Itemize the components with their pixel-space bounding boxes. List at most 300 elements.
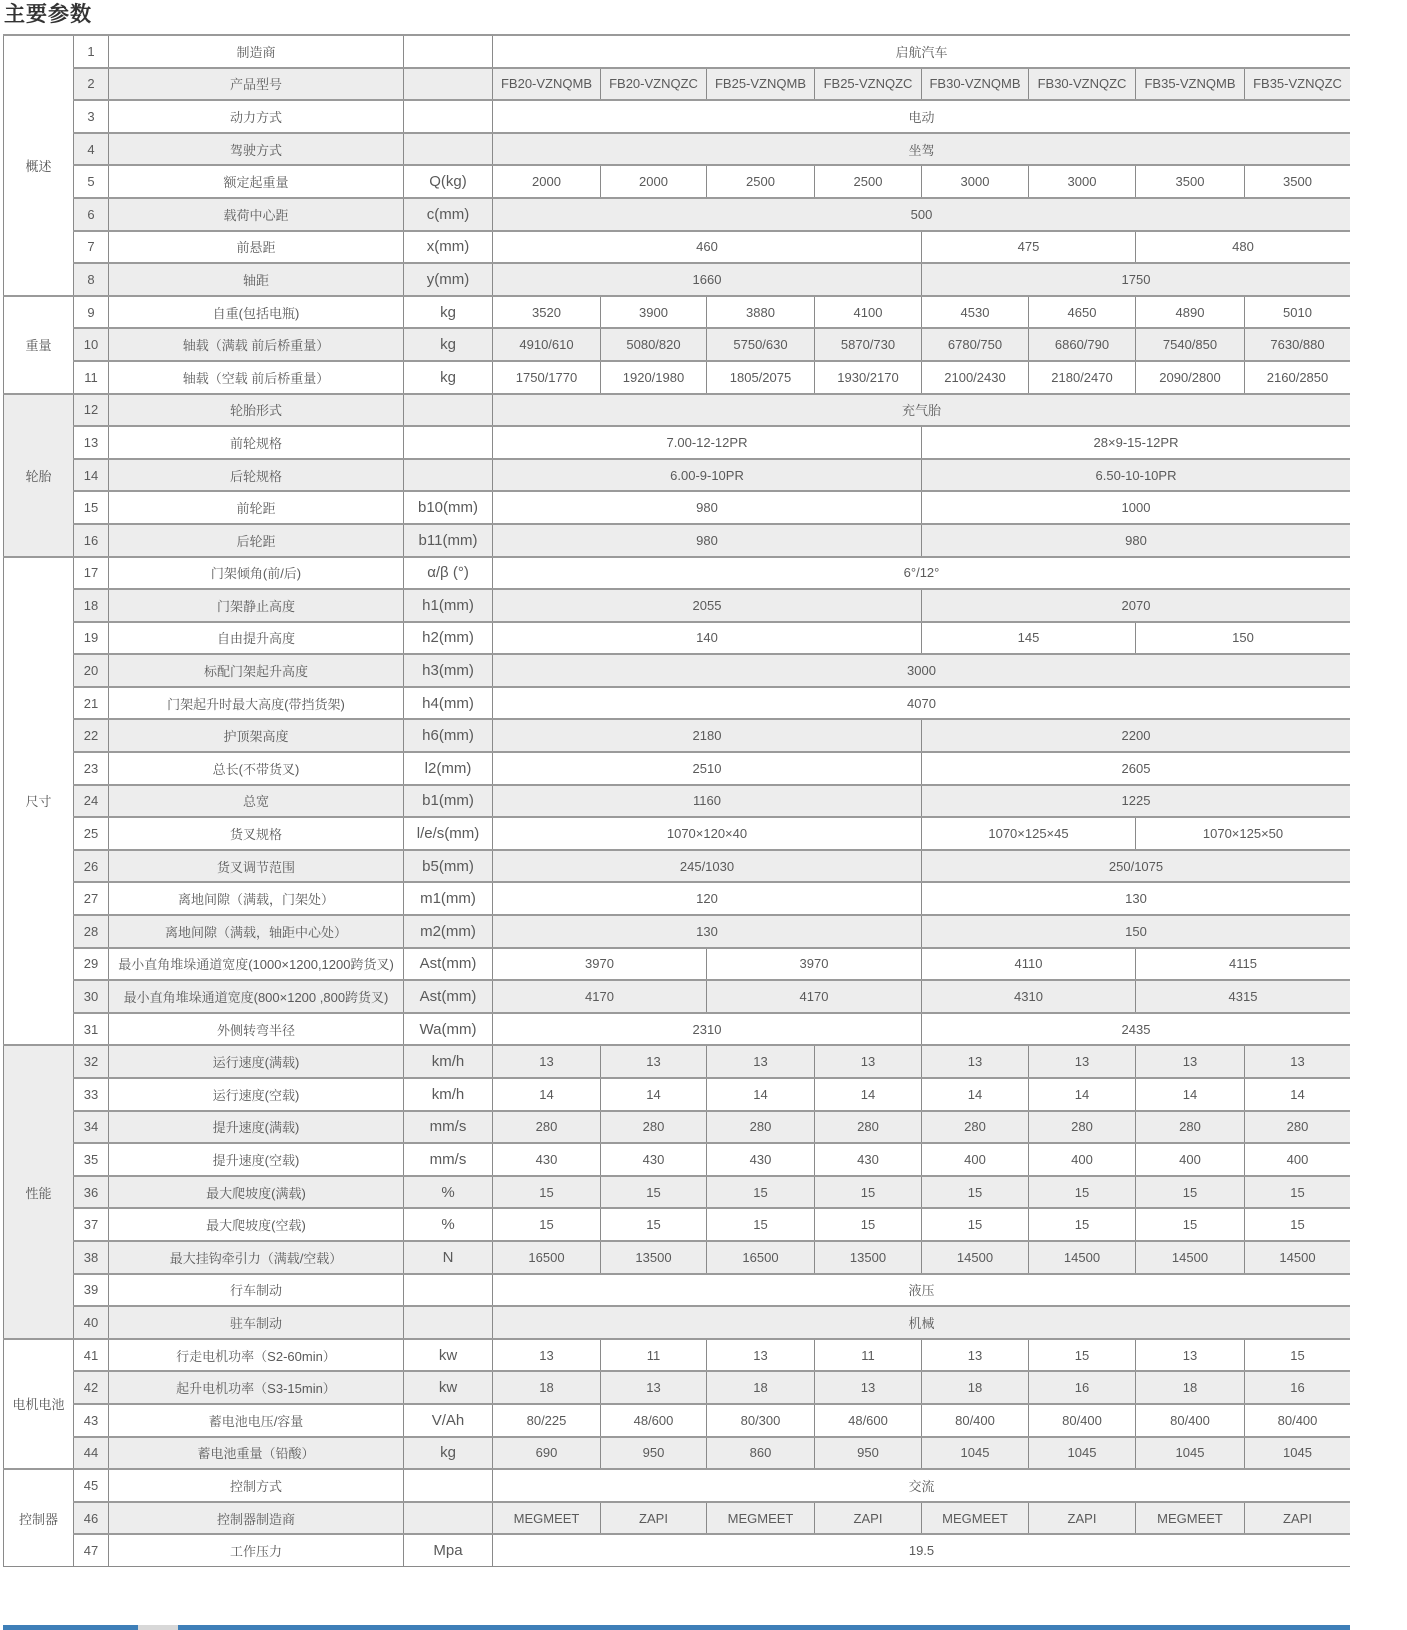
value-cell: 280 [1029, 1111, 1136, 1144]
parameter-name: 工作压力 [109, 1534, 404, 1566]
table-row [4, 1306, 1351, 1339]
parameter-unit: l2(mm) [404, 752, 493, 785]
value-cell: 18 [922, 1371, 1029, 1404]
value-cell: 15 [1029, 1176, 1136, 1209]
value-cell: 14500 [1136, 1241, 1245, 1274]
parameter-name: 控制方式 [109, 1469, 404, 1502]
row-number: 18 [74, 589, 109, 622]
row-number: 27 [74, 882, 109, 915]
parameter-unit: α/β (°) [404, 557, 493, 590]
value-cell: 3000 [922, 165, 1029, 198]
parameter-unit [404, 133, 493, 166]
parameter-unit: km/h [404, 1045, 493, 1078]
row-number: 6 [74, 198, 109, 231]
table-row [4, 198, 1351, 231]
value-cell: 3500 [1245, 165, 1351, 198]
value-cell: 4070 [493, 687, 1351, 720]
parameter-unit: mm/s [404, 1143, 493, 1176]
parameter-unit [404, 1274, 493, 1307]
parameter-unit: l/e/s(mm) [404, 817, 493, 850]
value-cell: 1070×125×45 [922, 817, 1136, 850]
value-cell: 3900 [601, 296, 707, 329]
parameter-unit: km/h [404, 1078, 493, 1111]
row-number: 34 [74, 1111, 109, 1144]
table-row [4, 1078, 1351, 1111]
parameter-name: 前轮距 [109, 491, 404, 524]
value-cell: 15 [1029, 1208, 1136, 1241]
value-cell: 400 [1245, 1143, 1351, 1176]
value-cell: 430 [707, 1143, 815, 1176]
parameter-unit: kw [404, 1371, 493, 1404]
value-cell: 6860/790 [1029, 328, 1136, 361]
value-cell: 1045 [1136, 1437, 1245, 1470]
parameter-unit: c(mm) [404, 198, 493, 231]
value-cell: 15 [601, 1176, 707, 1209]
parameter-name: 门架起升时最大高度(带挡货架) [109, 687, 404, 720]
table-row [4, 1469, 1351, 1502]
value-cell: 4110 [922, 948, 1136, 981]
value-cell: 400 [1136, 1143, 1245, 1176]
value-cell: 4100 [815, 296, 922, 329]
value-cell: 280 [493, 1111, 601, 1144]
category-cell: 性能 [4, 1045, 74, 1338]
value-cell: 2605 [922, 752, 1351, 785]
row-number: 40 [74, 1306, 109, 1339]
parameter-unit: Wa(mm) [404, 1013, 493, 1046]
value-cell: 11 [815, 1339, 922, 1372]
value-cell: 4650 [1029, 296, 1136, 329]
value-cell: 13 [922, 1045, 1029, 1078]
parameter-unit: kg [404, 1437, 493, 1470]
value-cell: 430 [815, 1143, 922, 1176]
parameter-unit: b5(mm) [404, 850, 493, 883]
page-title: 主要参数 [4, 2, 92, 26]
value-cell: 4910/610 [493, 328, 601, 361]
parameter-name: 提升速度(空载) [109, 1143, 404, 1176]
value-cell: MEGMEET [922, 1502, 1029, 1535]
table-row [4, 35, 1351, 68]
value-cell: 3000 [493, 654, 1351, 687]
parameter-unit: m1(mm) [404, 882, 493, 915]
parameter-name: 载荷中心距 [109, 198, 404, 231]
parameter-name: 外侧转弯半径 [109, 1013, 404, 1046]
value-cell: 3500 [1136, 165, 1245, 198]
table-row [4, 817, 1351, 850]
spec-table-body [4, 35, 1351, 1566]
value-cell: FB20-VZNQZC [601, 68, 707, 101]
category-cell: 控制器 [4, 1469, 74, 1566]
value-cell: 120 [493, 882, 922, 915]
parameter-name: 提升速度(满载) [109, 1111, 404, 1144]
value-cell: 2000 [493, 165, 601, 198]
row-number: 31 [74, 1013, 109, 1046]
value-cell: 15 [493, 1208, 601, 1241]
parameter-unit: m2(mm) [404, 915, 493, 948]
parameter-unit: h6(mm) [404, 719, 493, 752]
value-cell: 5080/820 [601, 328, 707, 361]
value-cell: 15 [922, 1208, 1029, 1241]
value-cell: 400 [1029, 1143, 1136, 1176]
scrollbar-thumb[interactable] [138, 1625, 178, 1630]
parameter-name: 轮胎形式 [109, 394, 404, 427]
value-cell: 14 [922, 1078, 1029, 1111]
parameter-name: 轴载（空载 前后桥重量） [109, 361, 404, 394]
parameter-name: 离地间隙（满载，轴距中心处） [109, 915, 404, 948]
parameter-name: 门架倾角(前/后) [109, 557, 404, 590]
parameter-unit: mm/s [404, 1111, 493, 1144]
parameter-name: 制造商 [109, 35, 404, 68]
row-number: 43 [74, 1404, 109, 1437]
value-cell: 80/225 [493, 1404, 601, 1437]
value-cell: 280 [707, 1111, 815, 1144]
value-cell: 130 [922, 882, 1351, 915]
value-cell: 150 [1136, 622, 1351, 655]
parameter-name: 最小直角堆垛通道宽度(800×1200 ,800跨货叉) [109, 980, 404, 1013]
value-cell: 14 [1245, 1078, 1351, 1111]
value-cell: 18 [707, 1371, 815, 1404]
row-number: 9 [74, 296, 109, 329]
value-cell: 4890 [1136, 296, 1245, 329]
row-number: 13 [74, 426, 109, 459]
table-row [4, 1534, 1351, 1566]
value-cell: 15 [1245, 1339, 1351, 1372]
value-cell: 3970 [707, 948, 922, 981]
value-cell: 150 [922, 915, 1351, 948]
value-cell: 13500 [815, 1241, 922, 1274]
value-cell: 4115 [1136, 948, 1351, 981]
value-cell: 11 [601, 1339, 707, 1372]
value-cell: 机械 [493, 1306, 1351, 1339]
parameter-unit: kg [404, 328, 493, 361]
value-cell: ZAPI [1029, 1502, 1136, 1535]
parameter-name: 前轮规格 [109, 426, 404, 459]
value-cell: 2435 [922, 1013, 1351, 1046]
spec-table-container [3, 34, 1350, 1567]
value-cell: 15 [1245, 1208, 1351, 1241]
row-number: 37 [74, 1208, 109, 1241]
table-row [4, 1143, 1351, 1176]
value-cell: 1225 [922, 785, 1351, 818]
table-row [4, 557, 1351, 590]
value-cell: MEGMEET [707, 1502, 815, 1535]
value-cell: 6.50-10-10PR [922, 459, 1351, 492]
parameter-unit: % [404, 1176, 493, 1209]
value-cell: 充气胎 [493, 394, 1351, 427]
parameter-unit: h3(mm) [404, 654, 493, 687]
parameter-name: 额定起重量 [109, 165, 404, 198]
value-cell: 950 [815, 1437, 922, 1470]
parameter-name: 自重(包括电瓶) [109, 296, 404, 329]
table-row [4, 165, 1351, 198]
value-cell: 交流 [493, 1469, 1351, 1502]
value-cell: 80/300 [707, 1404, 815, 1437]
table-row [4, 459, 1351, 492]
parameter-unit: V/Ah [404, 1404, 493, 1437]
value-cell: 15 [1136, 1208, 1245, 1241]
value-cell: 13 [493, 1045, 601, 1078]
value-cell: FB25-VZNQZC [815, 68, 922, 101]
parameter-name: 货叉调节范围 [109, 850, 404, 883]
value-cell: 16 [1245, 1371, 1351, 1404]
value-cell: 2055 [493, 589, 922, 622]
value-cell: 1750/1770 [493, 361, 601, 394]
value-cell: 15 [1245, 1176, 1351, 1209]
value-cell: 4170 [707, 980, 922, 1013]
value-cell: 14500 [1029, 1241, 1136, 1274]
table-row [4, 328, 1351, 361]
value-cell: 475 [922, 231, 1136, 264]
parameter-unit: Ast(mm) [404, 948, 493, 981]
parameter-name: 轴距 [109, 263, 404, 296]
table-row [4, 1371, 1351, 1404]
value-cell: 13500 [601, 1241, 707, 1274]
value-cell: 15 [815, 1176, 922, 1209]
table-row [4, 785, 1351, 818]
value-cell: 电动 [493, 100, 1351, 133]
value-cell: 48/600 [601, 1404, 707, 1437]
value-cell: 2500 [815, 165, 922, 198]
row-number: 5 [74, 165, 109, 198]
value-cell: 2070 [922, 589, 1351, 622]
parameter-name: 后轮距 [109, 524, 404, 557]
value-cell: 1930/2170 [815, 361, 922, 394]
value-cell: 28×9-15-12PR [922, 426, 1351, 459]
value-cell: 2160/2850 [1245, 361, 1351, 394]
parameter-unit: Mpa [404, 1534, 493, 1566]
parameter-unit: x(mm) [404, 231, 493, 264]
row-number: 19 [74, 622, 109, 655]
row-number: 28 [74, 915, 109, 948]
value-cell: 18 [1136, 1371, 1245, 1404]
row-number: 45 [74, 1469, 109, 1502]
value-cell: 14 [1029, 1078, 1136, 1111]
value-cell: 980 [493, 491, 922, 524]
value-cell: 130 [493, 915, 922, 948]
value-cell: 1160 [493, 785, 922, 818]
row-number: 3 [74, 100, 109, 133]
category-cell: 尺寸 [4, 557, 74, 1046]
value-cell: FB30-VZNQMB [922, 68, 1029, 101]
row-number: 7 [74, 231, 109, 264]
parameter-name: 自由提升高度 [109, 622, 404, 655]
row-number: 23 [74, 752, 109, 785]
value-cell: 140 [493, 622, 922, 655]
parameter-name: 蓄电池电压/容量 [109, 1404, 404, 1437]
horizontal-scrollbar[interactable] [3, 1625, 1350, 1630]
value-cell: 液压 [493, 1274, 1351, 1307]
spec-table [3, 34, 1350, 1567]
value-cell: 14 [707, 1078, 815, 1111]
row-number: 33 [74, 1078, 109, 1111]
parameter-unit: % [404, 1208, 493, 1241]
parameter-name: 动力方式 [109, 100, 404, 133]
value-cell: 16 [1029, 1371, 1136, 1404]
value-cell: 坐驾 [493, 133, 1351, 166]
value-cell: 15 [707, 1208, 815, 1241]
value-cell: 5010 [1245, 296, 1351, 329]
value-cell: 13 [601, 1045, 707, 1078]
parameter-unit: b1(mm) [404, 785, 493, 818]
value-cell: 14 [601, 1078, 707, 1111]
value-cell: 15 [601, 1208, 707, 1241]
table-row [4, 654, 1351, 687]
table-row [4, 491, 1351, 524]
value-cell: 48/600 [815, 1404, 922, 1437]
value-cell: 14 [815, 1078, 922, 1111]
parameter-unit [404, 426, 493, 459]
value-cell: 3880 [707, 296, 815, 329]
value-cell: 1750 [922, 263, 1351, 296]
row-number: 24 [74, 785, 109, 818]
row-number: 20 [74, 654, 109, 687]
value-cell: 13 [707, 1045, 815, 1078]
value-cell: 1000 [922, 491, 1351, 524]
value-cell: 13 [601, 1371, 707, 1404]
row-number: 1 [74, 35, 109, 68]
category-cell: 电机电池 [4, 1339, 74, 1469]
value-cell: 245/1030 [493, 850, 922, 883]
value-cell: 1070×120×40 [493, 817, 922, 850]
parameter-name: 护顶架高度 [109, 719, 404, 752]
row-number: 47 [74, 1534, 109, 1566]
row-number: 26 [74, 850, 109, 883]
category-cell: 重量 [4, 296, 74, 394]
value-cell: 16500 [493, 1241, 601, 1274]
value-cell: 13 [1136, 1339, 1245, 1372]
table-row [4, 1437, 1351, 1470]
value-cell: 80/400 [1136, 1404, 1245, 1437]
value-cell: 80/400 [922, 1404, 1029, 1437]
value-cell: 13 [707, 1339, 815, 1372]
row-number: 11 [74, 361, 109, 394]
value-cell: 14500 [922, 1241, 1029, 1274]
parameter-name: 总宽 [109, 785, 404, 818]
value-cell: 13 [815, 1045, 922, 1078]
parameter-unit: h4(mm) [404, 687, 493, 720]
row-number: 30 [74, 980, 109, 1013]
table-row [4, 589, 1351, 622]
value-cell: 1045 [1029, 1437, 1136, 1470]
parameter-unit [404, 1469, 493, 1502]
value-cell: 19.5 [493, 1534, 1351, 1566]
value-cell: 145 [922, 622, 1136, 655]
value-cell: MEGMEET [1136, 1502, 1245, 1535]
value-cell: 15 [707, 1176, 815, 1209]
value-cell: 3970 [493, 948, 707, 981]
value-cell: FB30-VZNQZC [1029, 68, 1136, 101]
table-row [4, 524, 1351, 557]
table-row [4, 1208, 1351, 1241]
value-cell: 13 [1245, 1045, 1351, 1078]
value-cell: 860 [707, 1437, 815, 1470]
value-cell: 2310 [493, 1013, 922, 1046]
parameter-unit [404, 35, 493, 68]
table-row [4, 948, 1351, 981]
table-row [4, 361, 1351, 394]
value-cell: 2000 [601, 165, 707, 198]
row-number: 2 [74, 68, 109, 101]
parameter-name: 后轮规格 [109, 459, 404, 492]
value-cell: 280 [601, 1111, 707, 1144]
parameter-unit [404, 1502, 493, 1535]
parameter-name: 驻车制动 [109, 1306, 404, 1339]
table-row [4, 1176, 1351, 1209]
row-number: 14 [74, 459, 109, 492]
value-cell: 2500 [707, 165, 815, 198]
value-cell: 4530 [922, 296, 1029, 329]
table-row [4, 1045, 1351, 1078]
value-cell: 14500 [1245, 1241, 1351, 1274]
parameter-name: 驾驶方式 [109, 133, 404, 166]
row-number: 16 [74, 524, 109, 557]
row-number: 17 [74, 557, 109, 590]
value-cell: 2510 [493, 752, 922, 785]
table-row [4, 1404, 1351, 1437]
row-number: 39 [74, 1274, 109, 1307]
value-cell: 1805/2075 [707, 361, 815, 394]
value-cell: 14 [1136, 1078, 1245, 1111]
value-cell: 400 [922, 1143, 1029, 1176]
value-cell: 1920/1980 [601, 361, 707, 394]
row-number: 36 [74, 1176, 109, 1209]
value-cell: 5870/730 [815, 328, 922, 361]
value-cell: 250/1075 [922, 850, 1351, 883]
parameter-unit [404, 394, 493, 427]
value-cell: 4310 [922, 980, 1136, 1013]
value-cell: 15 [1029, 1339, 1136, 1372]
parameter-unit: h1(mm) [404, 589, 493, 622]
value-cell: 950 [601, 1437, 707, 1470]
row-number: 25 [74, 817, 109, 850]
parameter-unit [404, 459, 493, 492]
parameter-unit: Ast(mm) [404, 980, 493, 1013]
parameter-name: 行走电机功率（S2-60min） [109, 1339, 404, 1372]
value-cell: FB35-VZNQMB [1136, 68, 1245, 101]
table-row [4, 1502, 1351, 1535]
value-cell: 13 [493, 1339, 601, 1372]
parameter-name: 总长(不带货叉) [109, 752, 404, 785]
parameter-unit: kg [404, 361, 493, 394]
parameter-name: 最小直角堆垛通道宽度(1000×1200,1200跨货叉) [109, 948, 404, 981]
row-number: 38 [74, 1241, 109, 1274]
row-number: 29 [74, 948, 109, 981]
parameter-name: 行车制动 [109, 1274, 404, 1307]
parameter-unit: b10(mm) [404, 491, 493, 524]
parameter-name: 货叉规格 [109, 817, 404, 850]
value-cell: 15 [1136, 1176, 1245, 1209]
value-cell: ZAPI [601, 1502, 707, 1535]
parameter-unit [404, 68, 493, 101]
value-cell: 1070×125×50 [1136, 817, 1351, 850]
parameter-unit: Q(kg) [404, 165, 493, 198]
value-cell: 2180/2470 [1029, 361, 1136, 394]
value-cell: 18 [493, 1371, 601, 1404]
parameter-name: 离地间隙（满载，门架处） [109, 882, 404, 915]
table-row [4, 719, 1351, 752]
parameter-name: 起升电机功率（S3-15min） [109, 1371, 404, 1404]
table-row [4, 980, 1351, 1013]
value-cell: 3000 [1029, 165, 1136, 198]
value-cell: 980 [493, 524, 922, 557]
table-row [4, 426, 1351, 459]
parameter-name: 运行速度(满载) [109, 1045, 404, 1078]
value-cell: 5750/630 [707, 328, 815, 361]
parameter-name: 最大爬坡度(空载) [109, 1208, 404, 1241]
parameter-name: 轴载（满载 前后桥重量） [109, 328, 404, 361]
row-number: 21 [74, 687, 109, 720]
table-row [4, 1274, 1351, 1307]
table-row [4, 296, 1351, 329]
